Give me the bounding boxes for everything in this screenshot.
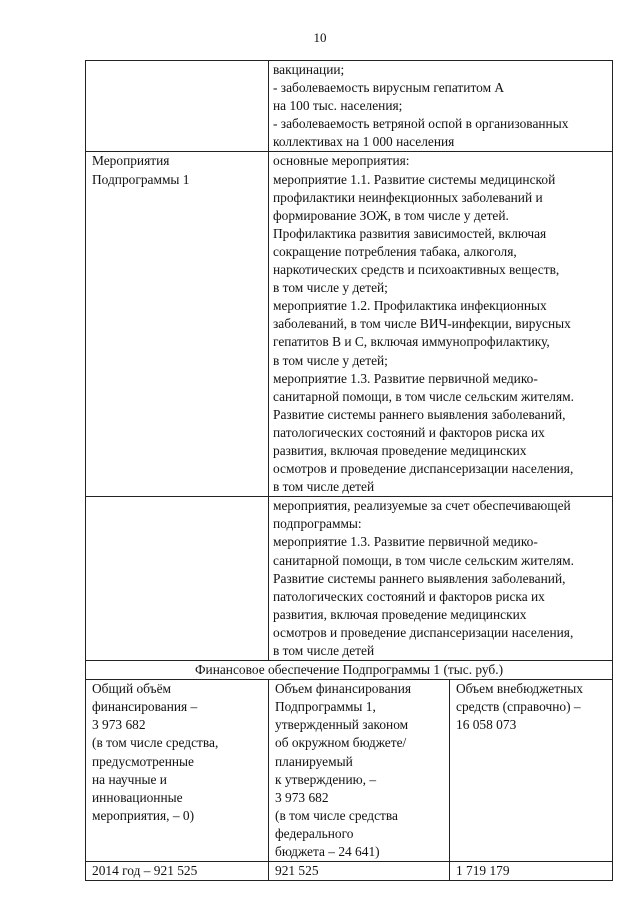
year-total-cell [86,862,269,880]
text-line: инновационные [92,789,183,805]
row-finance-header [85,661,613,680]
text-line: патологических состояний и факторов риска их [273,424,545,440]
row-finance-details [85,680,613,862]
measures-label: Мероприятия [92,153,170,169]
text-line: вакцинации; [273,62,345,77]
row-measures [85,152,613,497]
text-line: Подпрограммы 1, [275,699,376,715]
measures-content-cell [269,152,612,496]
finance-header: Финансовое обеспечение Подпрограммы 1 (тыс. руб.) [194,662,504,678]
text-line: предусмотренные [92,753,194,769]
text-line: средств (справочно) – [456,699,581,715]
subprogram-table [85,60,613,881]
support-content-cell [269,497,612,660]
text-line: 3 973 682 [92,717,146,733]
text-line: в том числе детей [273,643,375,658]
text-line: в том числе у детей; [273,280,388,296]
text-line: мероприятие 1.2. Профилактика инфекционных [273,298,547,314]
text-line: Объем финансирования [275,681,412,697]
text-line: в том числе детей [273,479,375,495]
row-indicators-left-cell [86,61,269,151]
text-line: мероприятие 1.1. Развитие системы медицинской [273,171,556,187]
text-line: заболеваний, в том числе ВИЧ-инфекции, вирусных [273,316,571,332]
measures-label: Подпрограммы 1 [92,171,190,187]
text-line: осмотров и проведение диспансеризации населения, [273,624,574,640]
text-line: санитарной помощи, в том числе сельским жителям. [273,388,574,404]
row-support-measures [85,497,613,661]
text-line: - заболеваемость ветряной оспой в организованных [273,116,569,132]
text-line: формирование ЗОЖ, в том числе у детей. [273,207,509,223]
text-line: Объем внебюджетных [456,681,583,697]
measures-label-cell [86,152,269,496]
support-left-cell [86,497,269,660]
text-line: подпрограммы: [273,516,362,532]
text-line: мероприятия, реализуемые за счет обеспечивающей [273,498,571,514]
text-line: - заболеваемость вирусным гепатитом А [273,80,505,96]
text-line: к утверждению, – [275,771,377,787]
text-line: об окружном бюджете/ [275,735,407,751]
text-line: Профилактика развития зависимостей, включая [273,225,547,241]
row-indicators-right-cell [269,61,612,151]
text-line: федерального [275,825,354,841]
text-line: основные мероприятия: [273,153,410,169]
year-offbudget-cell [450,862,612,880]
text-line: сокращение потребления табака, алкоголя, [273,243,517,259]
row-indicators-continued [85,60,613,152]
text-line: на 100 тыс. населения; [273,98,403,114]
text-line: в том числе у детей; [273,352,388,368]
year-budget-cell [269,862,450,880]
text-line: мероприятие 1.3. Развитие первичной медико- [273,534,538,550]
text-line: на научные и [92,771,167,787]
text-line: (в том числе средства [275,807,398,823]
text-line: Развитие системы раннего выявления заболеваний, [273,406,566,422]
page-number: 10 [313,30,327,45]
text-line: патологических состояний и факторов риска их [273,588,545,604]
finance-offbudget-cell [450,680,612,861]
text-line: планируемый [275,753,353,769]
text-line: осмотров и проведение диспансеризации населения, [273,461,574,477]
text-line: утвержденный законом [275,717,409,733]
text-line: Общий объём [92,681,171,697]
text-line: санитарной помощи, в том числе сельским жителям. [273,552,574,568]
year-offbudget: 1 719 179 [456,863,510,879]
finance-budget-cell [269,680,450,861]
text-line: 16 058 073 [456,717,517,733]
text-line: гепатитов В и С, включая иммунопрофилактику, [273,334,550,350]
row-year-2014 [85,862,613,881]
text-line: бюджета – 24 641) [275,844,380,860]
year-total: 2014 год – 921 525 [92,863,198,879]
text-line: мероприятие 1.3. Развитие первичной медико- [273,370,538,386]
text-line: финансирования – [92,699,198,715]
text-line: (в том числе средства, [92,735,219,751]
text-line: наркотических средств и психоактивных веществ, [273,262,560,278]
finance-total-cell [86,680,269,861]
year-budget: 921 525 [275,863,319,879]
text-line: коллективах на 1 000 населения [273,134,455,150]
text-line: профилактики неинфекционных заболеваний и [273,189,543,205]
text-line: развития, включая проведение медицинских [273,606,527,622]
text-line: 3 973 682 [275,789,329,805]
text-line: Развитие системы раннего выявления заболеваний, [273,570,566,586]
text-line: развития, включая проведение медицинских [273,442,527,458]
text-line: мероприятия, – 0) [92,807,195,823]
